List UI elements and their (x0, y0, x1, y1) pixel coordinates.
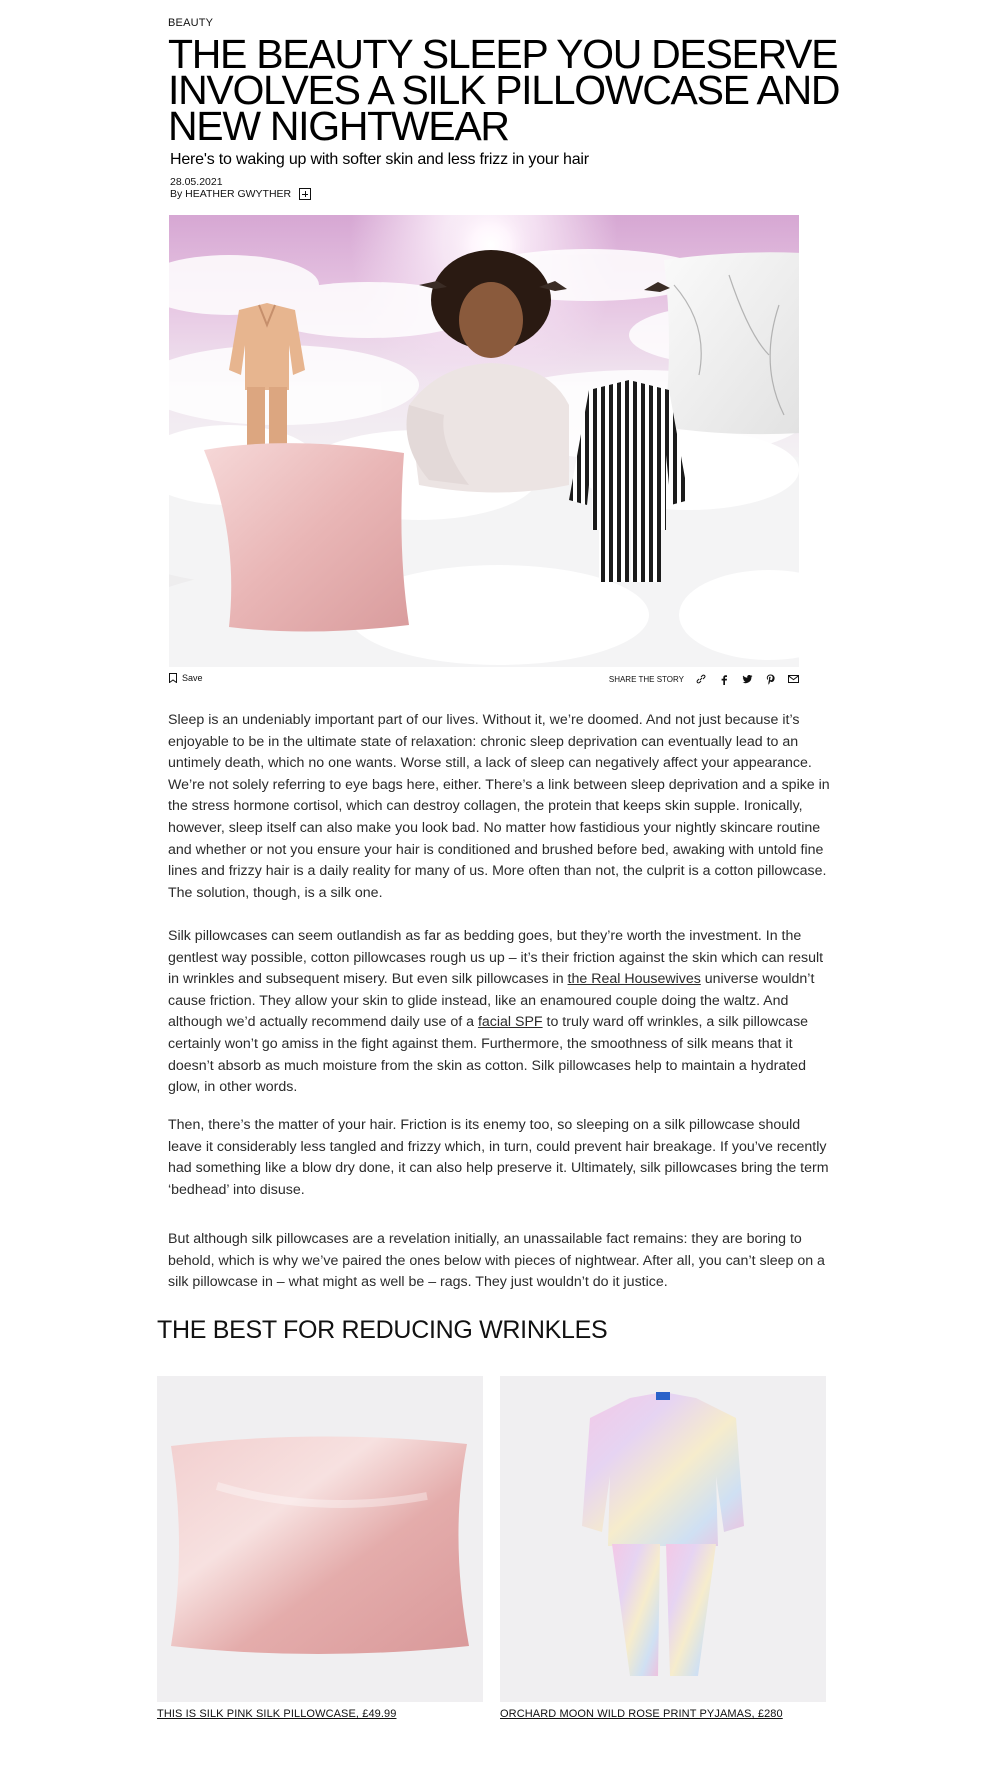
link-icon[interactable] (695, 673, 707, 685)
product-link-pillowcase[interactable]: THIS IS SILK PINK SILK PILLOWCASE, £49.99 (157, 1708, 397, 1720)
save-label: Save (182, 673, 203, 683)
article-standfirst: Here's to waking up with softer skin and less frizz in your hair (170, 151, 589, 168)
article-utility-bar (169, 673, 799, 689)
pink-pillowcase-image (157, 1376, 483, 1702)
publish-date: 28.05.2021 (170, 176, 223, 188)
hero-illustration (169, 215, 799, 667)
body-paragraph-1: Sleep is an undeniably important part of our lives. Without it, we’re doomed. And not just because it’s enjoyable to be in the ultimate state of relaxation: chronic sleep deprivation can eventually lead to an untimely death, which no one wants. Worse still, a lack of sleep can negatively affect your appearance. We’re not solely referring to eye bags here, either. There’s a link between sleep deprivation and a spike in the stress hormone cortisol, which can destroy collagen, the protein that keeps skin supple. Ironically, however, sleep itself can also make you look bad. No matter how fastidious your nightly skincare routine and whether or not you ensure your hair is conditioned and brushed before bed, awaking with untold fine lines and frizzy hair is a daily reality for many of us. More often than not, the culprit is a cotton pillowcase. The solution, though, is a silk one. (168, 712, 830, 901)
real-housewives-link[interactable]: the Real Housewives (567, 971, 701, 988)
share-bar (609, 673, 799, 685)
twitter-icon[interactable] (741, 673, 753, 685)
section-heading: THE BEST FOR REDUCING WRINKLES (157, 1316, 608, 1344)
pinterest-icon[interactable] (764, 673, 776, 685)
body-paragraph-2-text-b: universe wouldn’t cause friction. They allow your skin to glide instead, like an enamoured couple doing the waltz. And although we’d actually recommend daily use of a (168, 971, 815, 1031)
email-icon[interactable] (787, 673, 799, 685)
bookmark-icon (169, 673, 177, 683)
body-paragraph-2-text-a: Silk pillowcases can seem outlandish as far as bedding goes, but they’re worth the investment. In the gentlest way possible, cotton pillowcases rough us up – it’s their friction against the skin which can result in wrinkles and subsequent misery. But even silk pillowcases in (168, 928, 824, 988)
article-headline: THE BEAUTY SLEEP YOU DESERVE INVOLVES A SILK PILLOWCASE AND NEW NIGHTWEAR (168, 31, 840, 149)
category-label[interactable]: BEAUTY (168, 17, 214, 29)
follow-author-plus-icon[interactable] (299, 188, 311, 200)
wild-rose-pyjamas-image (500, 1376, 826, 1702)
body-paragraph-2 (168, 926, 830, 1099)
body-paragraph-4: But although silk pillowcases are a revelation initially, an unassailable fact remains: they are boring to behold, which is why we’ve paired the ones below with pieces of nightwear. After all, you can’t sleep on a silk pillowcase in – what might as well be – rags. They just wouldn’t do it justice. (168, 1231, 825, 1291)
body-paragraph-2-text-c: to truly ward off wrinkles, a silk pillowcase certainly won’t go amiss in the fight against them. Furthermore, the smoothness of silk means that it doesn’t absorb as much moisture from the skin as cotton. Silk pillowcases help to maintain a hydrated glow, in other words. (168, 1014, 809, 1096)
product-link-pyjamas[interactable]: ORCHARD MOON WILD ROSE PRINT PYJAMAS, £280 (500, 1708, 783, 1720)
hero-image (169, 215, 799, 667)
product-image-pillowcase[interactable] (157, 1376, 483, 1702)
facebook-icon[interactable] (718, 673, 730, 685)
byline (170, 188, 311, 200)
body-paragraph-3: Then, there’s the matter of your hair. Friction is its enemy too, so sleeping on a silk pillowcase should leave it considerably less tangled and frizzy which, in turn, could prevent hair breakage. If you’ve recently had something like a blow dry done, it can also help preserve it. Ultimately, silk pillowcases bring the term ‘bedhead’ into disuse. (168, 1117, 829, 1198)
facial-spf-link[interactable]: facial SPF (477, 1014, 543, 1031)
product-image-pyjamas[interactable] (500, 1376, 826, 1702)
share-label: SHARE THE STORY (608, 674, 684, 684)
save-button[interactable] (169, 673, 203, 683)
author-name[interactable]: By HEATHER GWYTHER (170, 188, 292, 200)
